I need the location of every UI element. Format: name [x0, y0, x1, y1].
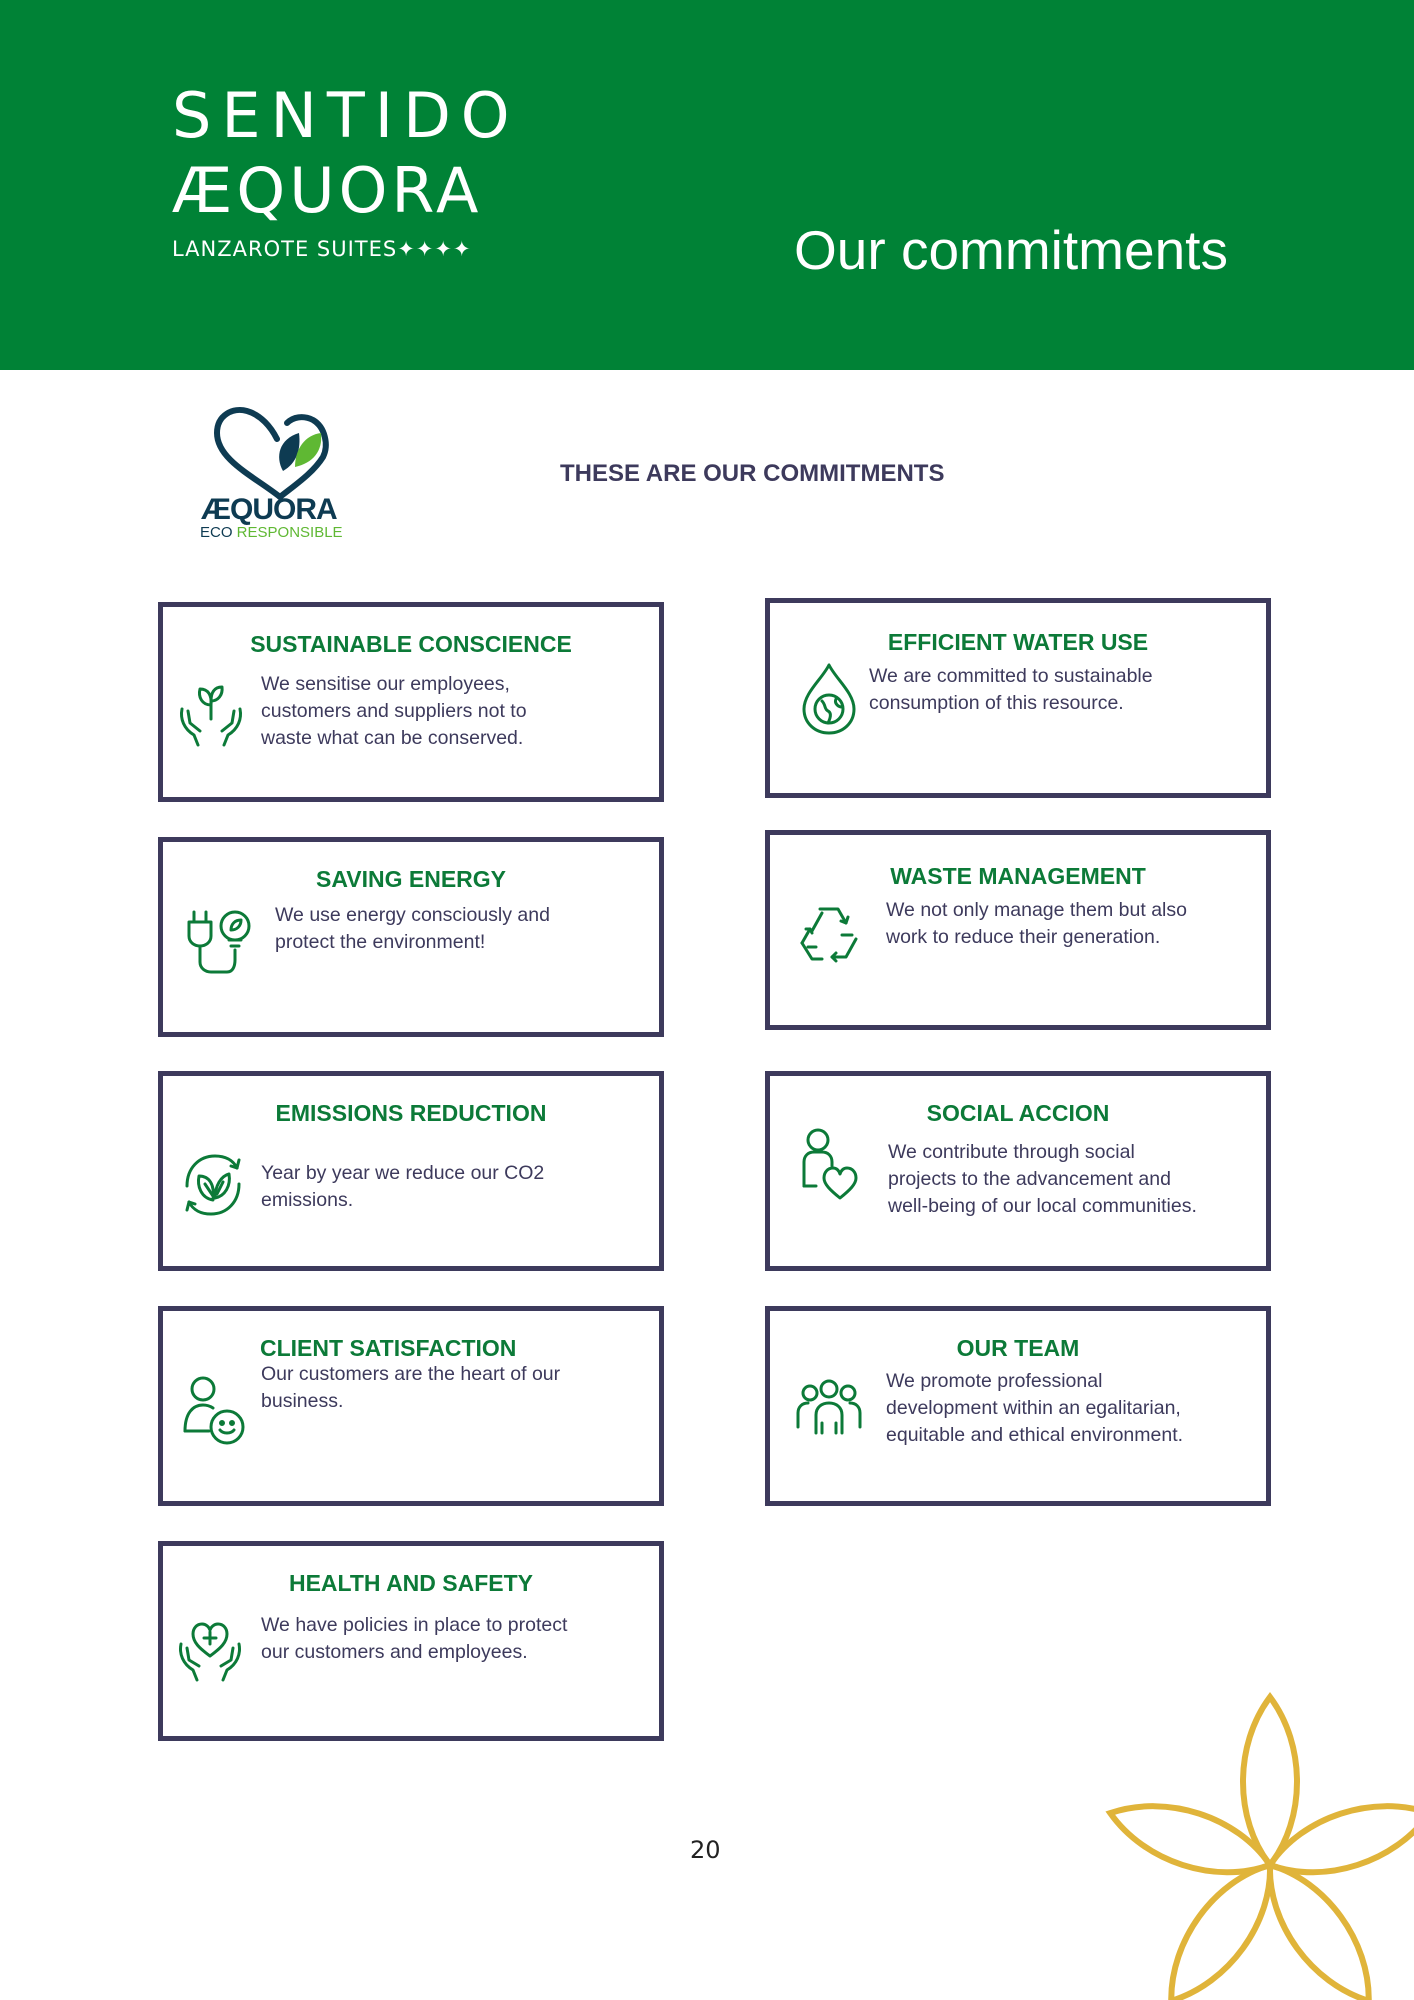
eco-logo-subtitle: [200, 524, 343, 541]
eco-logo-sub-eco: ECO: [200, 524, 233, 541]
water-drop-globe-icon: [794, 661, 864, 737]
card-title: WASTE MANAGEMENT: [890, 863, 1146, 889]
commitment-card: [765, 1306, 1271, 1506]
commitment-card: [765, 598, 1271, 798]
card-text-line: projects to the advancement and: [888, 1168, 1171, 1190]
card-title: SAVING ENERGY: [316, 866, 506, 892]
card-text-line: business.: [261, 1390, 344, 1412]
decorative-flower-icon: [1080, 1655, 1414, 2000]
card-text: [869, 663, 1153, 717]
brand-logo: [172, 80, 520, 266]
card-text-line: We are committed to sustainable: [869, 665, 1153, 687]
commitment-card: [765, 1071, 1271, 1271]
section-title: THESE ARE OUR COMMITMENTS: [560, 460, 945, 487]
plug-bulb-icon: [181, 900, 251, 976]
recycle-icon: [794, 899, 864, 975]
card-title: SUSTAINABLE CONSCIENCE: [250, 631, 572, 657]
card-text-line: We have policies in place to protect: [261, 1614, 568, 1636]
card-text-line: consumption of this resource.: [869, 692, 1124, 714]
card-text-line: protect the environment!: [275, 931, 486, 953]
card-text: [261, 671, 527, 752]
brand-line-3: LANZAROTE SUITES✦✦✦✦: [172, 237, 472, 261]
commitment-card: [158, 602, 664, 802]
card-text-line: development within an egalitarian,: [886, 1397, 1181, 1419]
card-title: OUR TEAM: [956, 1335, 1080, 1361]
card-text-line: Our customers are the heart of our: [261, 1363, 561, 1385]
card-text-line: equitable and ethical environment.: [886, 1424, 1184, 1446]
page-title: Our commitments: [794, 219, 1228, 281]
commitment-card: [158, 1306, 664, 1506]
card-text-line: waste what can be conserved.: [261, 727, 524, 749]
commitment-card: [158, 1071, 664, 1271]
card-text: [261, 1361, 560, 1415]
card-text-line: We use energy consciously and: [275, 904, 550, 926]
card-title: SOCIAL ACCION: [926, 1100, 1110, 1126]
heart-leaf-icon: [195, 405, 365, 505]
card-text: [886, 897, 1187, 951]
brand-line-2: ÆQUORA: [172, 154, 483, 227]
card-text-line: work to reduce their generation.: [886, 926, 1161, 948]
leaf-cycle-icon: [177, 1146, 247, 1222]
card-text-line: emissions.: [261, 1189, 354, 1211]
page-number: 20: [690, 1836, 721, 1864]
commitment-card: [158, 837, 664, 1037]
card-text-line: customers and suppliers not to: [261, 700, 527, 722]
eco-responsible-logo: [195, 405, 365, 545]
card-text: [888, 1139, 1197, 1220]
card-text-line: We contribute through social: [888, 1141, 1135, 1163]
card-text: [886, 1368, 1183, 1449]
card-text-line: our customers and employees.: [261, 1641, 528, 1663]
eco-logo-word: ÆQUORA: [201, 493, 337, 526]
team-icon: [794, 1373, 864, 1449]
client-smile-icon: [179, 1371, 249, 1447]
header-banner: [0, 0, 1414, 370]
person-heart-icon: [794, 1128, 864, 1204]
card-text-line: Year by year we reduce our CO2: [261, 1162, 545, 1184]
hands-heart-cross-icon: [175, 1610, 245, 1686]
card-text-line: We not only manage them but also: [886, 899, 1187, 921]
card-text: [261, 1612, 567, 1666]
eco-logo-sub-responsible: RESPONSIBLE: [232, 524, 343, 541]
card-text: [275, 902, 550, 956]
commitment-card: [158, 1541, 664, 1741]
card-text-line: well-being of our local communities.: [888, 1195, 1197, 1217]
brand-line-1: SENTIDO: [172, 79, 520, 152]
card-title: EFFICIENT WATER USE: [887, 629, 1149, 655]
commitment-card: [765, 830, 1271, 1030]
card-title: HEALTH AND SAFETY: [288, 1570, 534, 1596]
card-title: CLIENT SATISFACTION: [260, 1335, 517, 1361]
card-text-line: We sensitise our employees,: [261, 673, 510, 695]
card-text-line: We promote professional: [886, 1370, 1103, 1392]
card-text: [261, 1160, 544, 1214]
hands-plant-icon: [176, 675, 246, 751]
card-title: EMISSIONS REDUCTION: [275, 1100, 547, 1126]
